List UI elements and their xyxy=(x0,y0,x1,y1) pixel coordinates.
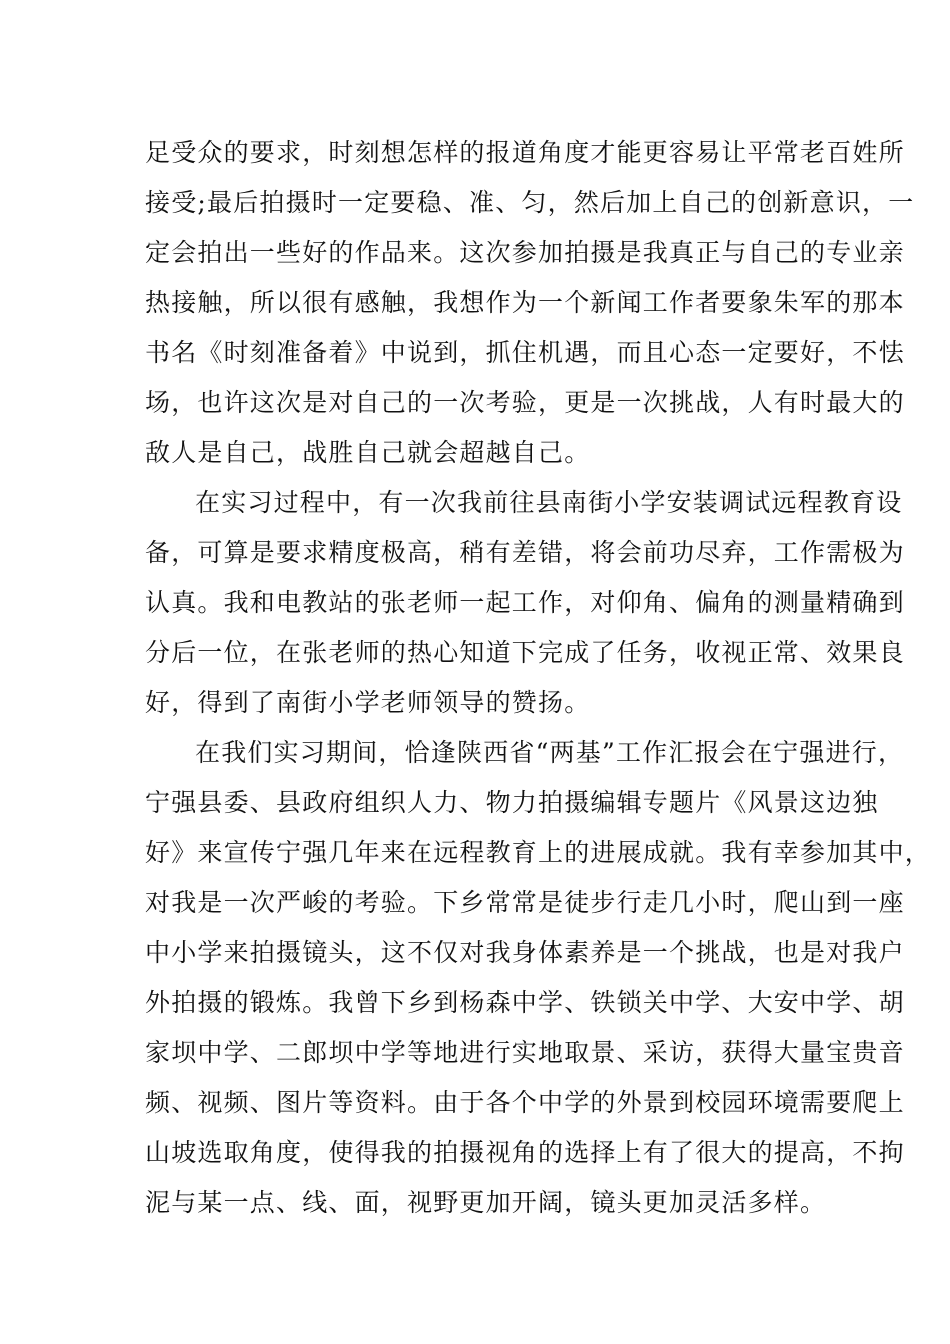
text-line: 外拍摄的锻炼。我曾下乡到杨森中学、铁锁关中学、大安中学、胡 xyxy=(145,988,905,1017)
text-line: 在我们实习期间，恰逢陕西省“两基”工作汇报会在宁强进行， xyxy=(195,738,905,767)
text-line: 接受;最后拍摄时一定要稳、准、匀，然后加上自己的创新意识，一 xyxy=(145,188,915,217)
text-line: 热接触，所以很有感触，我想作为一个新闻工作者要象朱军的那本 xyxy=(145,288,905,317)
text-line: 定会拍出一些好的作品来。这次参加拍摄是我真正与自己的专业亲 xyxy=(145,238,905,267)
text-line: 山坡选取角度，使得我的拍摄视角的选择上有了很大的提高，不拘 xyxy=(145,1138,905,1167)
text-line: 足受众的要求，时刻想怎样的报道角度才能更容易让平常老百姓所 xyxy=(145,138,905,167)
body-text xyxy=(145,128,932,1228)
text-line: 书名《时刻准备着》中说到，抓住机遇，而且心态一定要好，不怯 xyxy=(145,338,905,367)
text-line: 中小学来拍摄镜头，这不仅对我身体素养是一个挑战，也是对我户 xyxy=(145,938,905,967)
text-line: 对我是一次严峻的考验。下乡常常是徒步行走几小时，爬山到一座 xyxy=(145,888,905,917)
text-line: 备，可算是要求精度极高，稍有差错，将会前功尽弃，工作需极为 xyxy=(145,538,905,567)
text-line: 家坝中学、二郎坝中学等地进行实地取景、采访，获得大量宝贵音 xyxy=(145,1038,905,1067)
text-line: 场，也许这次是对自己的一次考验，更是一次挑战，人有时最大的 xyxy=(145,388,905,417)
text-line: 频、视频、图片等资料。由于各个中学的外景到校园环境需要爬上 xyxy=(145,1088,905,1117)
text-line: 泥与某一点、线、面，视野更加开阔，镜头更加灵活多样。 xyxy=(145,1188,827,1217)
paragraph-1 xyxy=(145,128,915,478)
text-line: 在实习过程中，有一次我前往县南街小学安装调试远程教育设 xyxy=(195,488,903,517)
paragraph-3 xyxy=(145,728,932,1228)
text-line: 分后一位，在张老师的热心知道下完成了任务，收视正常、效果良 xyxy=(145,638,905,667)
text-line: 认真。我和电教站的张老师一起工作，对仰角、偏角的测量精确到 xyxy=(145,588,905,617)
paragraph-2 xyxy=(145,478,905,728)
text-line: 好，得到了南街小学老师领导的赞扬。 xyxy=(145,688,591,717)
text-line: 好》来宣传宁强几年来在远程教育上的进展成就。我有幸参加其中， xyxy=(145,838,932,867)
text-line: 敌人是自己，战胜自己就会超越自己。 xyxy=(145,438,591,467)
text-line: 宁强县委、县政府组织人力、物力拍摄编辑专题片《风景这边独 xyxy=(145,788,879,817)
